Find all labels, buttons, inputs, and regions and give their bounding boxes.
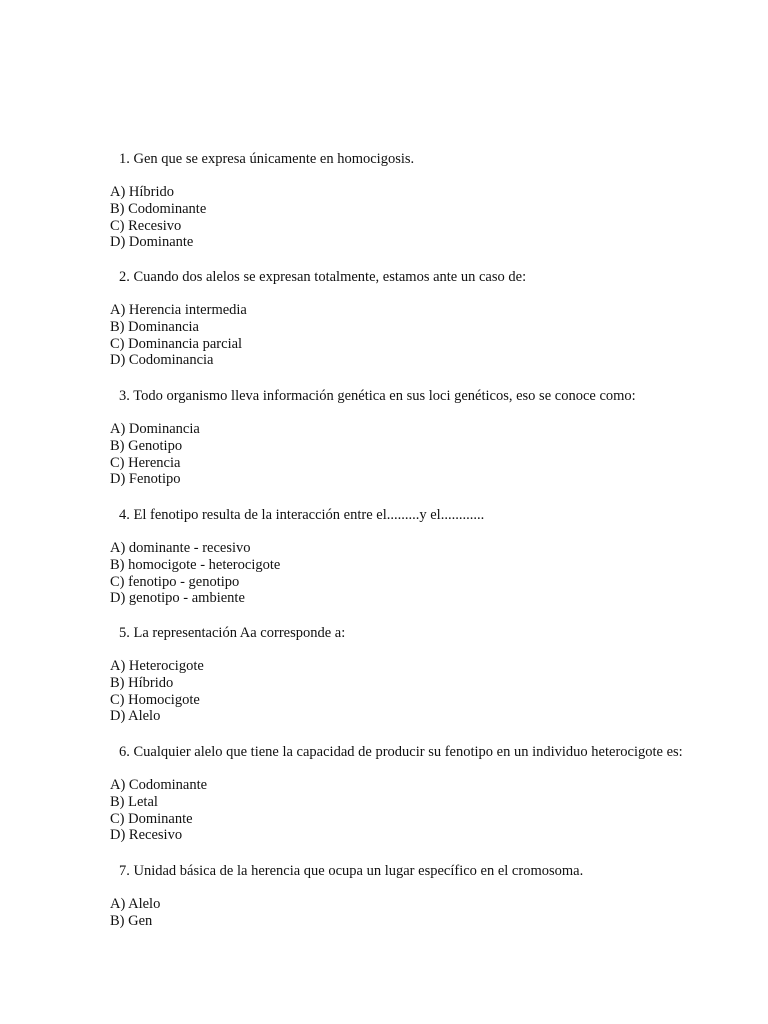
question-text: 1. Gen que se expresa únicamente en homocigosis. bbox=[119, 151, 415, 167]
option-c: C) Recesivo bbox=[110, 217, 182, 234]
question-text: 4. El fenotipo resulta de la interacción entre el.........y el............ bbox=[119, 507, 485, 523]
question-text: 6. Cualquier alelo que tiene la capacidad de producir su fenotipo en un individuo heterocigote es: bbox=[119, 744, 683, 760]
option-c: C) Dominancia parcial bbox=[110, 335, 243, 352]
option-b: B) Gen bbox=[110, 912, 153, 929]
option-b: B) Letal bbox=[110, 793, 158, 810]
option-b: B) Genotipo bbox=[110, 437, 183, 454]
option-list bbox=[110, 302, 247, 369]
option-b: B) Híbrido bbox=[110, 674, 174, 691]
option-d: D) Alelo bbox=[110, 708, 161, 725]
question-text: 7. Unidad básica de la herencia que ocupa un lugar específico en el cromosoma. bbox=[119, 863, 584, 879]
option-list bbox=[110, 896, 160, 930]
option-list bbox=[110, 540, 280, 607]
option-a: A) Alelo bbox=[110, 896, 161, 912]
question-text: 3. Todo organismo lleva información genética en sus loci genéticos, eso se conoce como: bbox=[119, 388, 636, 404]
option-a: A) dominante - recesivo bbox=[110, 540, 251, 556]
option-list bbox=[110, 421, 200, 488]
option-list bbox=[110, 777, 207, 844]
option-c: C) Dominante bbox=[110, 810, 193, 827]
option-a: A) Codominante bbox=[110, 777, 208, 793]
option-a: A) Heterocigote bbox=[110, 658, 204, 674]
option-a: A) Herencia intermedia bbox=[110, 302, 247, 318]
option-c: C) Homocigote bbox=[110, 691, 200, 708]
option-c: C) Herencia bbox=[110, 454, 181, 471]
option-list bbox=[110, 184, 206, 251]
option-a: A) Dominancia bbox=[110, 421, 200, 437]
option-b: B) homocigote - heterocigote bbox=[110, 556, 281, 573]
option-a: A) Híbrido bbox=[110, 184, 175, 200]
question-text: 5. La representación Aa corresponde a: bbox=[119, 625, 346, 641]
option-b: B) Dominancia bbox=[110, 318, 199, 335]
option-d: D) Recesivo bbox=[110, 827, 183, 844]
option-d: D) Fenotipo bbox=[110, 471, 181, 488]
option-list bbox=[110, 658, 204, 725]
option-d: D) Codominancia bbox=[110, 352, 214, 369]
option-d: D) genotipo - ambiente bbox=[110, 590, 245, 607]
option-d: D) Dominante bbox=[110, 234, 194, 251]
option-b: B) Codominante bbox=[110, 200, 207, 217]
question-text: 2. Cuando dos alelos se expresan totalmente, estamos ante un caso de: bbox=[119, 269, 527, 285]
option-c: C) fenotipo - genotipo bbox=[110, 573, 240, 590]
